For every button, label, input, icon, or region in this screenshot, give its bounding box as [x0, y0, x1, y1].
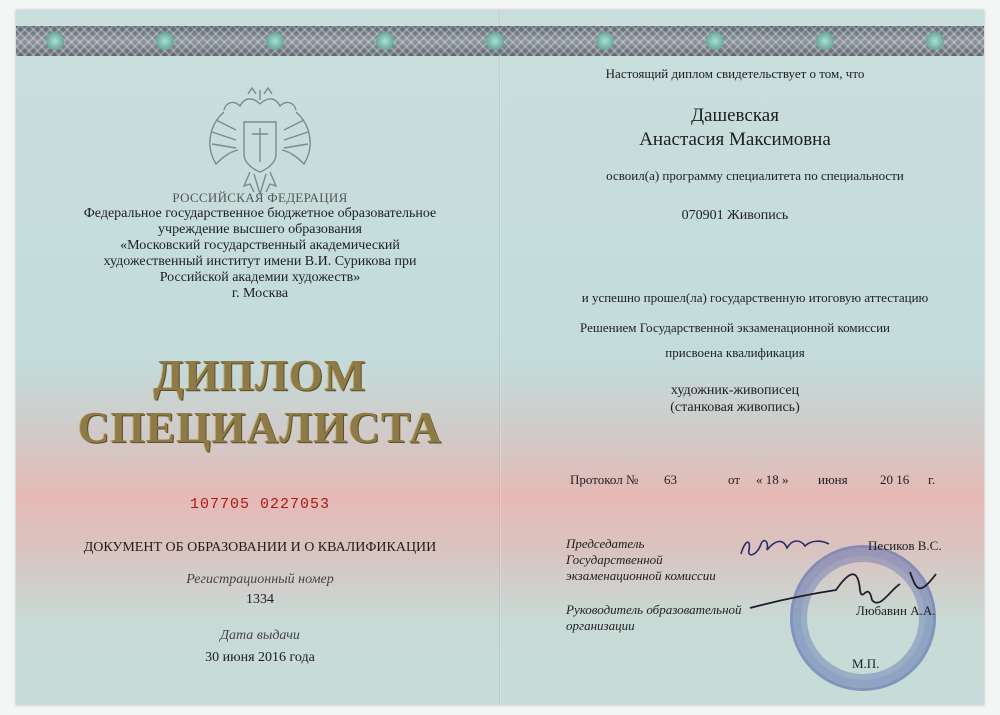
serial-number: 107705 0227053 — [189, 496, 331, 513]
protocol-month: июня — [818, 472, 848, 487]
passed-text: и успешно прошел(ла) государственную итоговую аттестацию — [581, 290, 929, 305]
chair-name: Песиков В.С. — [868, 538, 942, 553]
issuer-line: художественный институт имени В.И. Сурикова при — [103, 254, 417, 269]
protocol-year: 20 16 — [880, 472, 910, 487]
issuer-block — [30, 190, 490, 302]
title-line-1: ДИПЛОМ — [153, 351, 367, 400]
protocol-number: 63 — [664, 472, 677, 487]
title-line-2: СПЕЦИАЛИСТА — [77, 403, 443, 452]
certifies-text: Настоящий диплом свидетельствует о том, что — [605, 66, 865, 81]
chair-label-line: экзаменационной комиссии — [566, 568, 716, 583]
guilloche-border — [16, 26, 984, 56]
holder-surname: Дашевская — [691, 105, 779, 126]
coat-of-arms-icon — [200, 86, 320, 198]
issuer-line: Федеральное государственное бюджетное образовательное — [83, 206, 437, 221]
protocol-label: Протокол № — [570, 472, 639, 487]
head-name: Любавин А.А. — [856, 603, 936, 618]
head-label — [566, 602, 786, 634]
issuer-line: Российской академии художеств» — [159, 270, 361, 285]
chair-label-line: Государственной — [566, 552, 663, 567]
protocol-year-suffix: г. — [928, 472, 936, 487]
issue-date-label: Дата выдачи — [220, 628, 300, 643]
country-name: РОССИЙСКАЯ ФЕДЕРАЦИЯ — [172, 190, 348, 205]
head-label-line: Руководитель образовательной — [566, 602, 742, 617]
issuer-line: «Московский государственный академический — [120, 238, 400, 253]
issuer-line: учреждение высшего образования — [158, 222, 362, 237]
chair-label-line: Председатель — [566, 536, 645, 551]
qualification-line-2: (станковая живопись) — [670, 400, 800, 415]
qualification-line-1: художник-живописец — [670, 383, 800, 398]
diploma-title — [40, 350, 480, 454]
awarded-text: присвоена квалификация — [665, 345, 805, 360]
issuer-city: г. Москва — [231, 286, 289, 301]
head-label-line: организации — [566, 618, 635, 633]
protocol-from: от — [728, 472, 741, 487]
stamp-place-mark: М.П. — [852, 656, 880, 671]
specialty: 070901 Живопись — [681, 208, 789, 223]
program-text: освоил(а) программу специалитета по специальности — [606, 168, 904, 183]
decision-text: Решением Государственной экзаменационной комиссии — [580, 320, 890, 335]
holder-name — [500, 104, 970, 152]
registration-number: 1334 — [246, 592, 274, 607]
holder-given-names: Анастасия Максимовна — [639, 129, 831, 150]
document-type: ДОКУМЕНТ ОБ ОБРАЗОВАНИИ И О КВАЛИФИКАЦИИ — [83, 540, 437, 555]
issue-date: 30 июня 2016 года — [205, 650, 315, 665]
registration-label: Регистрационный номер — [186, 572, 334, 587]
protocol-day: « 18 » — [756, 472, 789, 487]
qualification — [500, 382, 970, 416]
